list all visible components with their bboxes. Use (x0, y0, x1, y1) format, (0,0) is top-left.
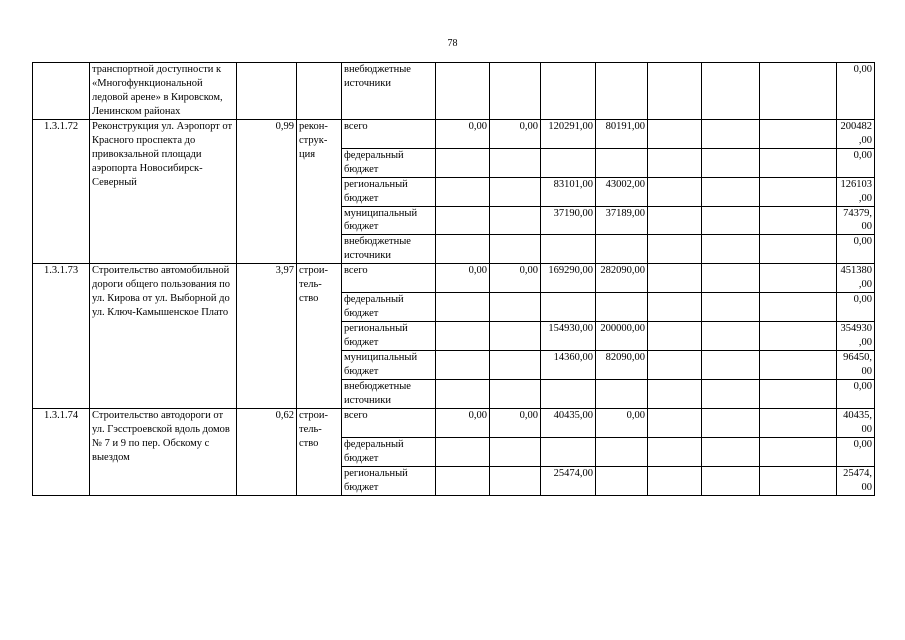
value-cell (760, 63, 837, 120)
value-cell (436, 206, 490, 235)
value-cell (702, 408, 760, 437)
funding-source-cell: внебюджетные источники (342, 235, 436, 264)
value-cell (648, 379, 702, 408)
value-cell (490, 379, 541, 408)
funding-source-cell: всего (342, 264, 436, 293)
funding-source-cell: всего (342, 408, 436, 437)
value-cell: 282090,00 (596, 264, 648, 293)
value-cell (490, 322, 541, 351)
table-row (33, 119, 875, 148)
item-length-cell: 3,97 (237, 264, 297, 409)
total-cell: 451380,00 (837, 264, 875, 293)
value-cell (702, 322, 760, 351)
value-cell: 83101,00 (541, 177, 596, 206)
value-cell (702, 466, 760, 495)
funding-source-cell: федеральный бюджет (342, 148, 436, 177)
value-cell (541, 293, 596, 322)
value-cell (490, 177, 541, 206)
total-cell: 74379,00 (837, 206, 875, 235)
value-cell (648, 177, 702, 206)
item-name-cell: Строительство автомобильной дороги общего пользования по ул. Кирова от ул. Выборной до ул. Ключ-Камышенское Плато (90, 264, 237, 409)
value-cell (436, 235, 490, 264)
value-cell (596, 148, 648, 177)
value-cell (596, 63, 648, 120)
value-cell (541, 437, 596, 466)
value-cell (436, 293, 490, 322)
value-cell (760, 206, 837, 235)
value-cell (648, 63, 702, 120)
value-cell (702, 235, 760, 264)
value-cell: 14360,00 (541, 351, 596, 380)
work-type-cell: строи-тель-ство (297, 408, 342, 495)
value-cell (648, 206, 702, 235)
value-cell: 0,00 (436, 119, 490, 148)
funding-source-cell: региональный бюджет (342, 177, 436, 206)
value-cell (702, 264, 760, 293)
value-cell (541, 148, 596, 177)
total-cell: 0,00 (837, 63, 875, 120)
funding-source-cell: муниципальный бюджет (342, 206, 436, 235)
value-cell (436, 466, 490, 495)
value-cell (760, 177, 837, 206)
value-cell: 0,00 (490, 119, 541, 148)
value-cell (436, 322, 490, 351)
value-cell (760, 379, 837, 408)
item-length-cell: 0,62 (237, 408, 297, 495)
value-cell (596, 466, 648, 495)
value-cell (541, 379, 596, 408)
value-cell (648, 437, 702, 466)
table-row (33, 63, 875, 120)
value-cell (596, 293, 648, 322)
value-cell: 0,00 (436, 408, 490, 437)
item-name-cell: Реконструкция ул. Аэропорт от Красного проспекта до привокзальной площади аэропорта Новосибирск-Северный (90, 119, 237, 264)
value-cell (490, 293, 541, 322)
value-cell (490, 437, 541, 466)
value-cell: 169290,00 (541, 264, 596, 293)
value-cell (648, 351, 702, 380)
funding-source-cell: всего (342, 119, 436, 148)
work-type-cell: рекон-струк-ция (297, 119, 342, 264)
value-cell: 37190,00 (541, 206, 596, 235)
value-cell (648, 293, 702, 322)
table-row (33, 264, 875, 293)
value-cell (436, 148, 490, 177)
value-cell (490, 63, 541, 120)
value-cell (648, 235, 702, 264)
value-cell (702, 351, 760, 380)
value-cell (648, 148, 702, 177)
value-cell: 82090,00 (596, 351, 648, 380)
value-cell (760, 119, 837, 148)
item-code-cell: 1.3.1.73 (33, 264, 90, 409)
value-cell (702, 63, 760, 120)
work-type-cell: строи-тель-ство (297, 264, 342, 409)
value-cell (702, 437, 760, 466)
value-cell (648, 322, 702, 351)
item-length-cell: 0,99 (237, 119, 297, 264)
value-cell: 0,00 (436, 264, 490, 293)
total-cell: 0,00 (837, 148, 875, 177)
total-cell: 200482,00 (837, 119, 875, 148)
value-cell (541, 235, 596, 264)
value-cell (436, 177, 490, 206)
value-cell: 40435,00 (541, 408, 596, 437)
value-cell (596, 235, 648, 264)
value-cell (490, 351, 541, 380)
value-cell (702, 148, 760, 177)
funding-source-cell: региональный бюджет (342, 466, 436, 495)
value-cell: 120291,00 (541, 119, 596, 148)
funding-source-cell: региональный бюджет (342, 322, 436, 351)
value-cell (702, 379, 760, 408)
value-cell (760, 264, 837, 293)
value-cell (760, 148, 837, 177)
funding-source-cell: внебюджетные источники (342, 63, 436, 120)
funding-source-cell: внебюджетные источники (342, 379, 436, 408)
value-cell (760, 437, 837, 466)
work-type-cell (297, 63, 342, 120)
value-cell (596, 437, 648, 466)
funding-source-cell: муниципальный бюджет (342, 351, 436, 380)
value-cell (702, 293, 760, 322)
value-cell (490, 206, 541, 235)
value-cell (490, 466, 541, 495)
value-cell (760, 466, 837, 495)
value-cell: 80191,00 (596, 119, 648, 148)
item-code-cell: 1.3.1.74 (33, 408, 90, 495)
value-cell: 0,00 (596, 408, 648, 437)
value-cell: 0,00 (490, 408, 541, 437)
total-cell: 40435,00 (837, 408, 875, 437)
total-cell: 25474,00 (837, 466, 875, 495)
value-cell (436, 437, 490, 466)
budget-table (32, 62, 875, 496)
table-row (33, 408, 875, 437)
value-cell: 200000,00 (596, 322, 648, 351)
total-cell: 96450,00 (837, 351, 875, 380)
total-cell: 126103,00 (837, 177, 875, 206)
value-cell (490, 148, 541, 177)
value-cell (541, 63, 596, 120)
total-cell: 354930,00 (837, 322, 875, 351)
total-cell: 0,00 (837, 437, 875, 466)
value-cell (702, 119, 760, 148)
value-cell (702, 206, 760, 235)
value-cell (702, 177, 760, 206)
value-cell (436, 351, 490, 380)
page-number: 78 (447, 38, 458, 49)
value-cell (596, 379, 648, 408)
total-cell: 0,00 (837, 293, 875, 322)
item-name-cell: Строительство автодороги от ул. Гэсстроевской вдоль домов № 7 и 9 по пер. Обскому с выездом (90, 408, 237, 495)
item-code-cell (33, 63, 90, 120)
value-cell (436, 63, 490, 120)
value-cell (648, 264, 702, 293)
value-cell (760, 322, 837, 351)
funding-source-cell: федеральный бюджет (342, 293, 436, 322)
value-cell: 0,00 (490, 264, 541, 293)
funding-source-cell: федеральный бюджет (342, 437, 436, 466)
value-cell: 37189,00 (596, 206, 648, 235)
value-cell: 154930,00 (541, 322, 596, 351)
value-cell (760, 235, 837, 264)
value-cell (648, 119, 702, 148)
value-cell (648, 408, 702, 437)
value-cell (760, 408, 837, 437)
value-cell (760, 351, 837, 380)
total-cell: 0,00 (837, 379, 875, 408)
item-code-cell: 1.3.1.72 (33, 119, 90, 264)
item-name-cell: транспортной доступности к «Многофункциональной ледовой арене» в Кировском, Ленинском районах (90, 63, 237, 120)
value-cell: 43002,00 (596, 177, 648, 206)
value-cell (760, 293, 837, 322)
item-length-cell (237, 63, 297, 120)
total-cell: 0,00 (837, 235, 875, 264)
value-cell (648, 466, 702, 495)
value-cell (490, 235, 541, 264)
value-cell: 25474,00 (541, 466, 596, 495)
value-cell (436, 379, 490, 408)
